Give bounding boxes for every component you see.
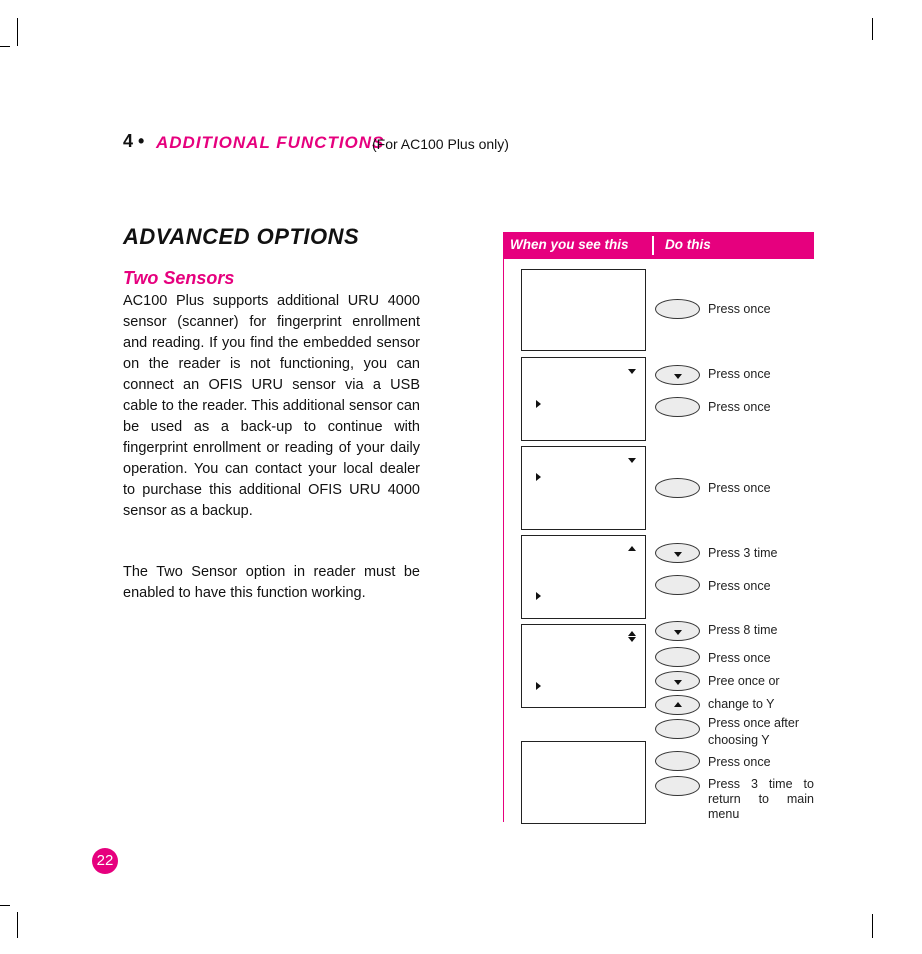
crop-mark xyxy=(872,914,873,938)
scroll-up-indicator-icon xyxy=(628,546,636,551)
ok-button[interactable] xyxy=(655,575,700,595)
instruction-label: Press once xyxy=(708,302,771,316)
ok-button[interactable] xyxy=(655,647,700,667)
lcd-screen xyxy=(521,357,646,441)
down-button[interactable] xyxy=(655,543,700,563)
up-arrow-icon xyxy=(674,702,682,707)
section-title: ADDITIONAL FUNCTIONS xyxy=(156,133,385,152)
crop-mark xyxy=(17,18,18,46)
instruction-label: Press once xyxy=(708,400,771,414)
instruction-label: choosing Y xyxy=(708,733,770,747)
page-title: ADVANCED OPTIONS xyxy=(123,224,360,249)
cursor-arrow-icon xyxy=(536,682,541,690)
cursor-arrow-icon xyxy=(536,592,541,600)
lcd-screen xyxy=(521,624,646,708)
lcd-screen xyxy=(521,269,646,351)
paragraph-requirement: The Two Sensor option in reader must be enabled to have this function working. xyxy=(123,564,420,601)
instruction-label: Press once xyxy=(708,579,771,593)
column-header-action: Do this xyxy=(665,237,711,252)
ok-button[interactable] xyxy=(655,719,700,739)
column-separator xyxy=(652,236,654,255)
instruction-label: Press 8 time xyxy=(708,623,778,637)
crop-mark xyxy=(872,18,873,40)
down-button[interactable] xyxy=(655,621,700,641)
lcd-screen xyxy=(521,741,646,824)
cursor-arrow-icon xyxy=(536,473,541,481)
cursor-arrow-icon xyxy=(536,400,541,408)
instruction-label: Press 3 time xyxy=(708,546,778,560)
ok-button[interactable] xyxy=(655,751,700,771)
ok-button[interactable] xyxy=(655,299,700,319)
instruction-label: Press once xyxy=(708,367,771,381)
ok-button[interactable] xyxy=(655,478,700,498)
down-arrow-icon xyxy=(674,630,682,635)
instruction-label: Press once after xyxy=(708,716,800,730)
column-header-screen: When you see this xyxy=(510,237,629,252)
down-button[interactable] xyxy=(655,365,700,385)
crop-mark xyxy=(0,46,10,47)
instruction-label: change to Y xyxy=(708,697,775,711)
back-button[interactable] xyxy=(655,776,700,796)
crop-mark xyxy=(17,912,18,938)
up-button[interactable] xyxy=(655,695,700,715)
crop-mark xyxy=(0,905,10,906)
down-arrow-icon xyxy=(674,552,682,557)
section-number: 4 • xyxy=(123,131,145,151)
down-arrow-icon xyxy=(674,680,682,685)
section-subtitle: (For AC100 Plus only) xyxy=(372,136,509,152)
subsection-title: Two Sensors xyxy=(123,268,235,288)
table-left-rule xyxy=(503,259,504,822)
scroll-down-indicator-icon xyxy=(628,637,636,642)
instruction-label: Press 3 time to return to main menu xyxy=(708,777,814,821)
scroll-up-indicator-icon xyxy=(628,631,636,636)
table-header xyxy=(503,232,814,259)
instruction-label: Press once xyxy=(708,481,771,495)
instruction-label: Pree once or xyxy=(708,674,780,688)
paragraph-intro: AC100 Plus supports additional URU 4000 sensor (scanner) for fingerprint enrollment and reading. If you find the embedded sensor on the reader is not functioning, you can connect an OFIS URU sensor via a USB cable to the reader. This additional sensor can be used as a back-up to continue with fingerprint enrollment or reading of your daily operation. You can contact your local dealer to purchase this additional OFIS URU 4000 sensor as a backup. xyxy=(123,293,420,519)
lcd-screen xyxy=(521,535,646,619)
page-number: 22 xyxy=(92,848,118,874)
scroll-down-indicator-icon xyxy=(628,458,636,463)
scroll-down-indicator-icon xyxy=(628,369,636,374)
down-arrow-icon xyxy=(674,374,682,379)
instruction-label: Press once xyxy=(708,651,771,665)
down-button[interactable] xyxy=(655,671,700,691)
ok-button[interactable] xyxy=(655,397,700,417)
instruction-label: Press once xyxy=(708,755,771,769)
lcd-screen xyxy=(521,446,646,530)
